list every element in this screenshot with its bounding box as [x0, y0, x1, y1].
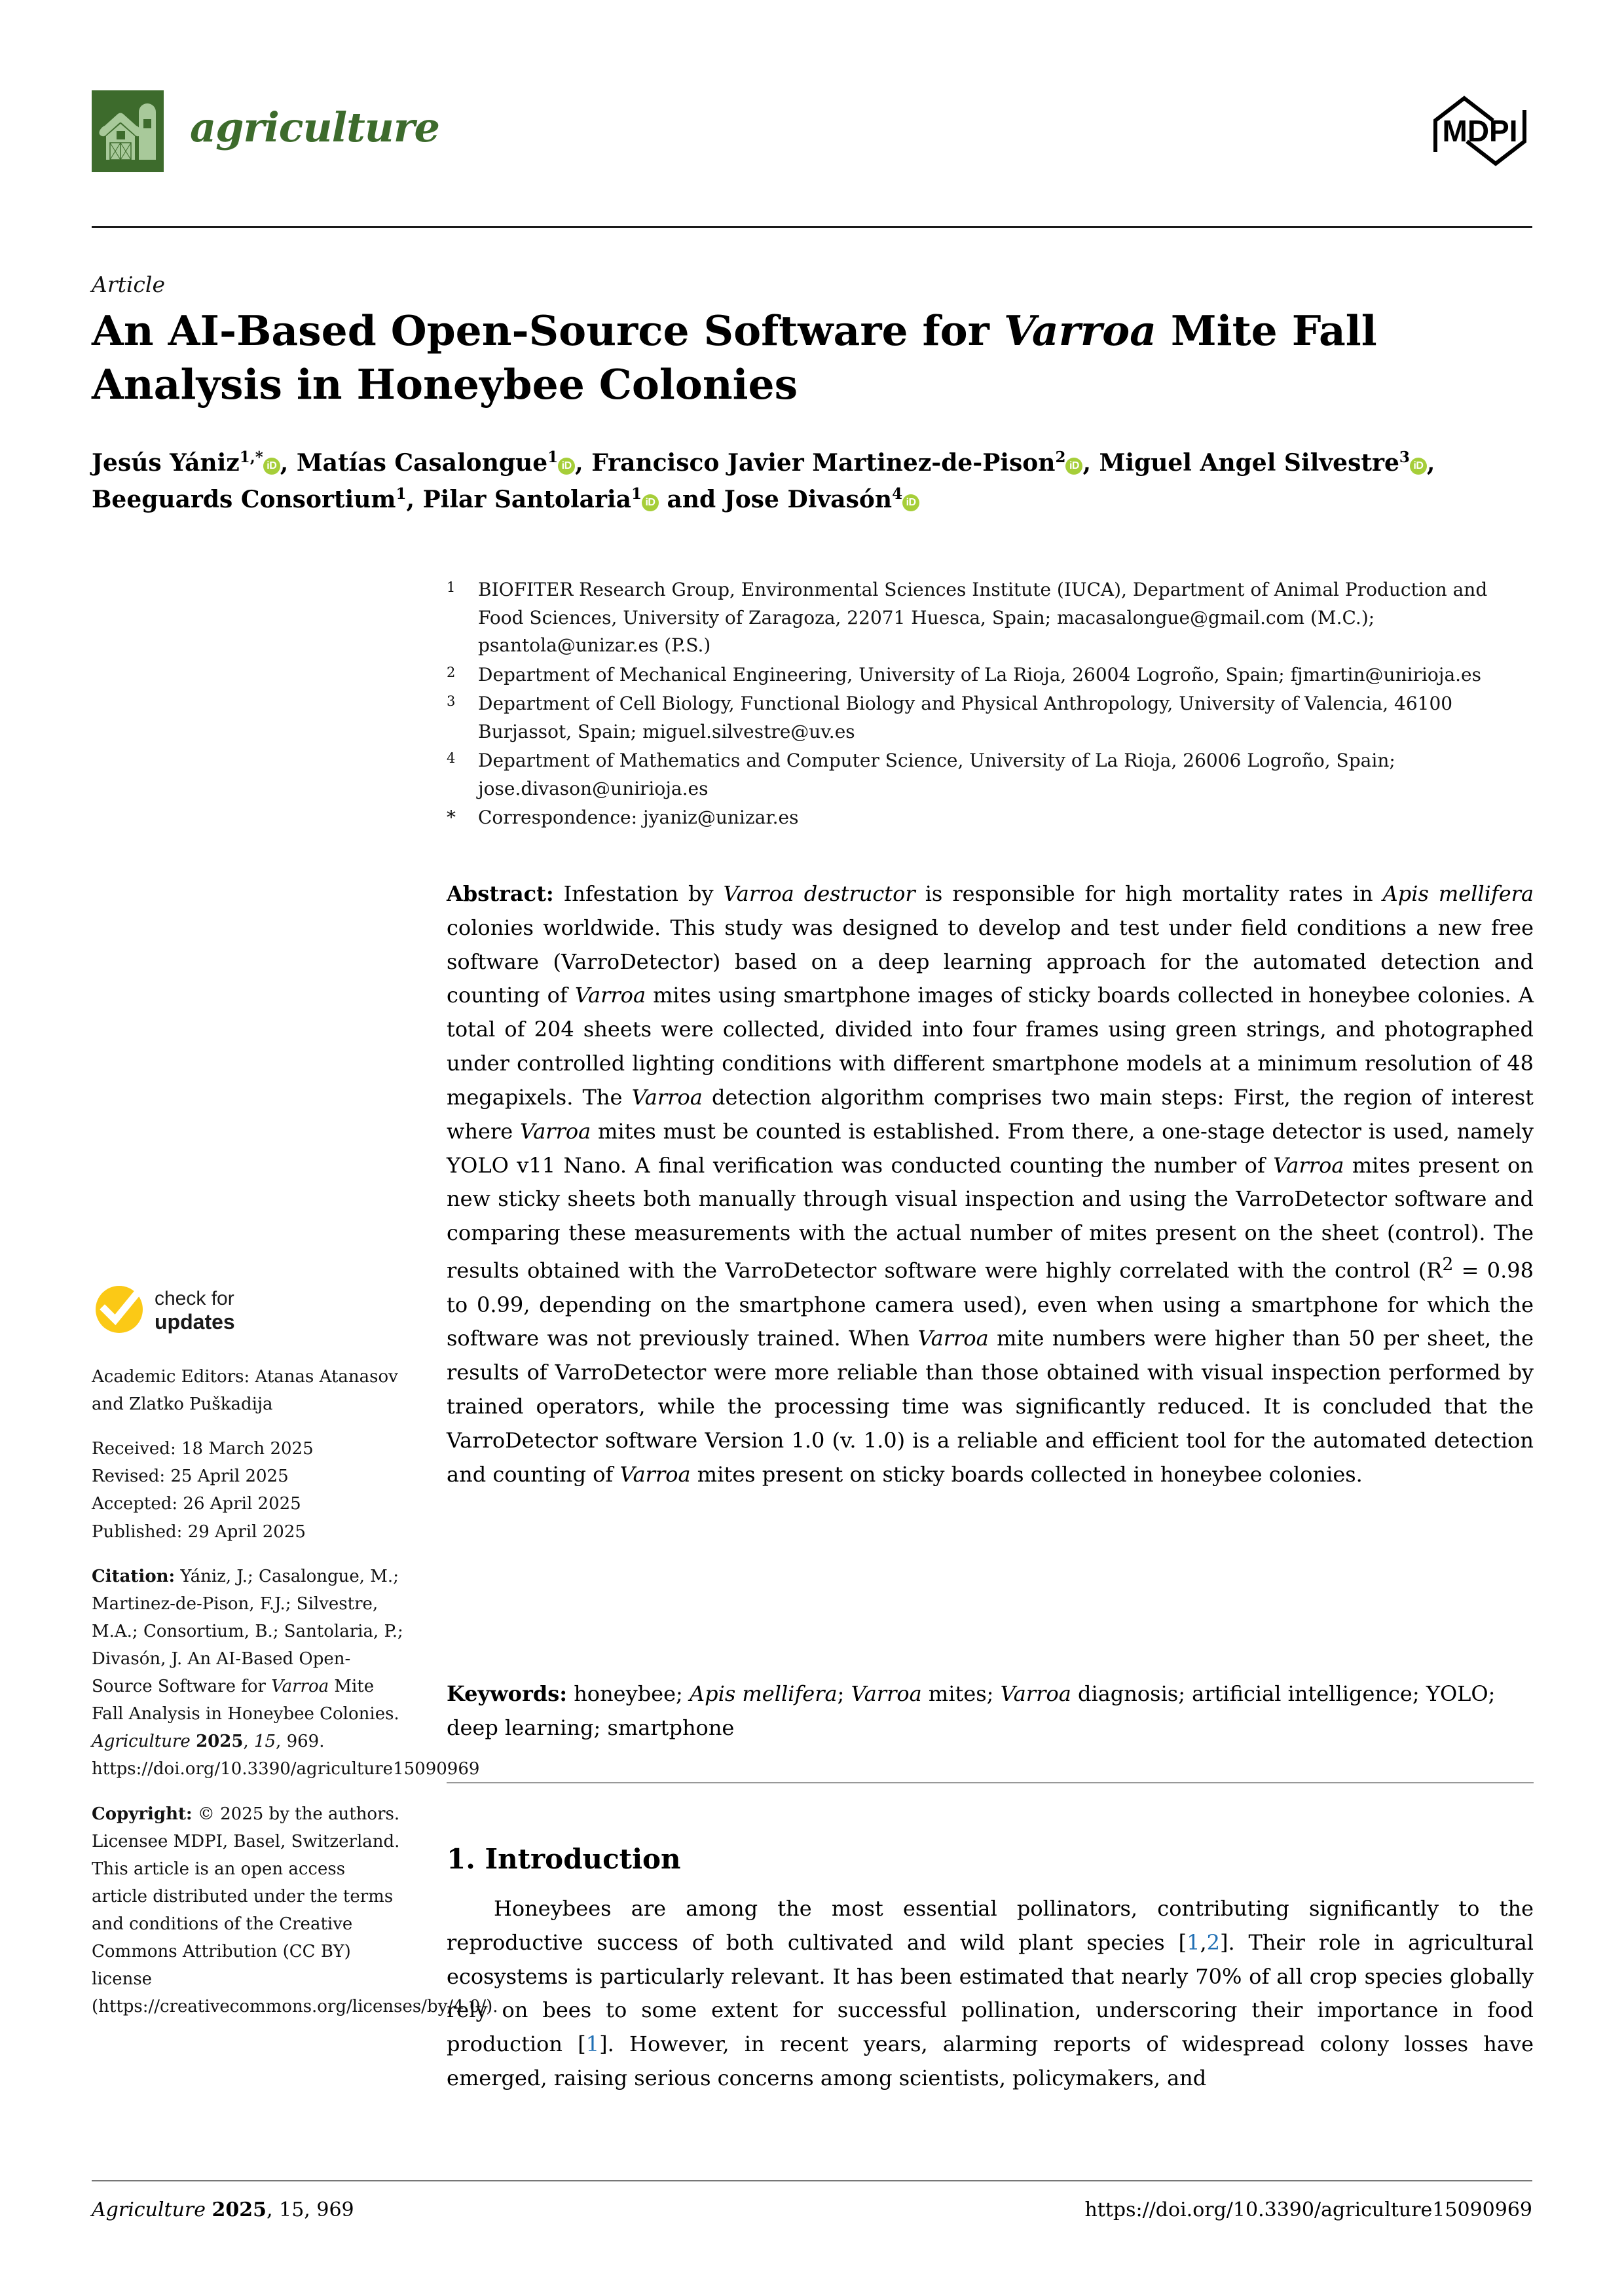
citation-ref-1[interactable]: 1: [1187, 1929, 1200, 1955]
academic-editors: Academic Editors: Atanas Atanasov and Zlatko Puškadija: [92, 1367, 398, 1415]
affiliation-item: [447, 661, 1534, 689]
citation-year: 2025: [196, 1732, 244, 1752]
abstract-text-9: mite numbers were higher than 50 per sheet, the results of VarroDetector were more reliable than those obtained with visual inspection performed by trained operators, while the processing time was significantly reduced. It is concluded that the VarroDetector software Version 1.0 (v. 1.0) is a reliable and efficient tool for the automated detection and counting of: [447, 1326, 1534, 1487]
author-name: Jesús Yániz: [92, 449, 240, 477]
keyword-text-1: honeybee;: [567, 1681, 690, 1706]
abstract-text-4: mites using smartphone images of sticky boards collected in honeybee colonies. A total of 204 sheets were collected, divided into four frames using green strings, and photographed under controlled lighting conditions with different smartphone models at a minimum resolution of 48 megapixels. The: [447, 983, 1534, 1110]
abstract-italic-2: Apis mellifera: [1382, 881, 1534, 906]
author-affil-sup: 1: [631, 484, 642, 503]
abstract-italic-7: Varroa: [917, 1326, 989, 1351]
author-sep: and: [658, 485, 724, 513]
keyword-text-4: diagnosis; artificial intelligence; YOLO; deep learning; smartphone: [447, 1681, 1496, 1740]
check-for-updates-line2: updates: [155, 1310, 235, 1334]
check-for-updates-text: [155, 1287, 235, 1335]
mdpi-wordmark: MDPI: [1442, 114, 1518, 148]
author-item[interactable]: [724, 486, 919, 513]
barn-silo-svg: [92, 90, 164, 172]
abstract-text-6: mites must be counted is established. From there, a one-stage detector is used, namely YOLO v11 Nano. A final verification was conducted counting the number of: [447, 1118, 1534, 1178]
barn-silo-icon: [92, 90, 164, 172]
citation-italic-journal: Agriculture: [92, 1732, 191, 1752]
author-affil-sup: 1: [547, 448, 559, 466]
abstract-text-10: mites present on sticky boards collected in honeybee colonies.: [690, 1461, 1363, 1487]
author-name: Miguel Angel Silvestre: [1099, 449, 1399, 477]
author-name: Jose Divasón: [724, 485, 893, 513]
copyright-block: [92, 1800, 498, 2021]
copyright-text: © 2025 by the authors. Licensee MDPI, Basel, Switzerland. This article is an open access article distributed under the terms and conditions of the Creative Commons Attribution (CC BY) license (https://creativecommons.org/licenses/by/4.0/).: [92, 1804, 498, 2017]
copyright-label: Copyright:: [92, 1804, 193, 1824]
orcid-icon[interactable]: iD: [1065, 458, 1082, 475]
check-for-updates-icon: [93, 1283, 145, 1336]
affiliation-number: 3: [447, 693, 456, 710]
affiliation-text: BIOFITER Research Group, Environmental Sciences Institute (IUCA), Department of Animal Production and Food Sciences, University of Zaragoza, 22071 Huesca, Spain; macasalongue@gmail.com (M.C.); psantola@unizar.es (P.S.): [478, 579, 1488, 657]
citation-label: Citation:: [92, 1566, 175, 1586]
abstract-italic-4: Varroa: [631, 1084, 703, 1110]
keyword-text-3: mites;: [921, 1681, 1001, 1706]
author-item[interactable]: [1099, 449, 1427, 477]
intro-text-sep: ,: [1200, 1929, 1207, 1955]
keyword-italic-1: Apis mellifera: [690, 1681, 838, 1706]
affiliation-item: [447, 747, 1534, 803]
abstract-italic-8: Varroa: [619, 1461, 691, 1487]
author-item[interactable]: [92, 486, 407, 513]
abstract-label: Abstract:: [447, 881, 554, 906]
title-part-2: Mite Fall: [1156, 306, 1377, 355]
page-header: [92, 85, 1532, 170]
introduction-paragraph: [447, 1892, 1534, 2096]
author-affil-sup: 1: [396, 484, 407, 503]
abstract-text-5: detection algorithm comprises two main steps: First, the region of interest where: [447, 1084, 1534, 1144]
check-for-updates-badge[interactable]: [92, 1283, 406, 1346]
footer-citation: [92, 2198, 354, 2221]
author-affil-sup: 4: [892, 484, 903, 503]
footer-year: 2025: [212, 2198, 267, 2221]
article-type-label: Article: [92, 272, 165, 297]
intro-text-2: ]. Their role in agricultural ecosystems is particularly relevant. It has been estimated that nearly 70% of all crop species globally rely on bees to some extent for successful pollination, underscoring their importance in food production [: [447, 1929, 1534, 2057]
intro-text-1: Honeybees are among the most essential pollinators, contributing significantly to the reproductive success of both cultivated and wild plant species [: [447, 1896, 1534, 1955]
footer-doi-link[interactable]: https://doi.org/10.3390/agriculture15090969: [1084, 2198, 1532, 2221]
author-item[interactable]: [297, 449, 575, 477]
abstract-italic-1: Varroa destructor: [723, 881, 915, 906]
citation-doi[interactable]: , 969. https://doi.org/10.3390/agriculture15090969: [92, 1732, 480, 1779]
affiliation-text: Department of Mechanical Engineering, University of La Rioja, 26004 Logroño, Spain; fjmartin@unirioja.es: [478, 663, 1481, 685]
author-name: Francisco Javier Martinez-de-Pison: [591, 449, 1056, 477]
author-sep: ,: [280, 449, 297, 477]
affiliation-text: Department of Cell Biology, Functional Biology and Physical Anthropology, University of Valencia, 46100 Burjassot, Spain; miguel.silvestre@uv.es: [478, 693, 1453, 742]
abstract-text-1: Infestation by: [553, 881, 724, 906]
keyword-italic-3: Varroa: [1000, 1681, 1071, 1706]
orcid-icon[interactable]: iD: [902, 494, 919, 511]
date-received: Received: 18 March 2025: [92, 1439, 314, 1459]
footer-volume-page: , 15, 969: [267, 2198, 354, 2221]
section-divider: [447, 1782, 1534, 1783]
keywords-label: Keywords:: [447, 1681, 568, 1706]
publication-dates: [92, 1435, 406, 1545]
author-list: [92, 445, 1532, 519]
orcid-icon[interactable]: iD: [642, 494, 659, 511]
citation-text-1: Yániz, J.; Casalongue, M.; Martinez-de-Pison, F.J.; Silvestre, M.A.; Consortium, B.; Santolaria, P.; Divasón, J. An AI-Based Open-Source Software for: [92, 1566, 403, 1697]
footer-journal-name: Agriculture: [92, 2198, 206, 2221]
author-affil-sup: 3: [1399, 448, 1410, 466]
citation-space: [191, 1732, 196, 1751]
page-title: [92, 304, 1441, 412]
citation-ref-3[interactable]: 1: [585, 2032, 600, 2057]
author-affil-sup: 1,*: [239, 448, 263, 466]
author-name: Matías Casalongue: [296, 449, 548, 477]
author-item[interactable]: [591, 449, 1082, 477]
citation-italic-varroa: Varroa: [271, 1677, 329, 1697]
author-sep: ,: [1082, 449, 1099, 477]
affiliation-list: [447, 576, 1534, 833]
check-for-updates-line1: check for: [155, 1288, 234, 1309]
author-item[interactable]: [92, 449, 280, 477]
orcid-icon[interactable]: iD: [263, 458, 280, 475]
affiliation-item-correspondence: [447, 804, 1534, 832]
abstract-italic-3: Varroa: [574, 983, 646, 1008]
author-name: Beeguards Consortium: [92, 485, 396, 513]
orcid-icon[interactable]: iD: [558, 458, 575, 475]
date-revised: Revised: 25 April 2025: [92, 1467, 289, 1487]
section-heading-introduction: 1. Introduction: [447, 1843, 681, 1875]
abstract-text-2: is responsible for high mortality rates in: [915, 881, 1383, 906]
keywords-section: [447, 1677, 1534, 1745]
citation-text-2: Mite Fall Analysis in Honeybee Colonies.: [92, 1677, 399, 1724]
citation-volume: 15: [253, 1732, 276, 1752]
date-published: Published: 29 April 2025: [92, 1522, 306, 1542]
author-affil-sup: 2: [1055, 448, 1066, 466]
citation-ref-2[interactable]: 2: [1206, 1929, 1220, 1955]
title-italic-varroa: Varroa: [1003, 306, 1156, 355]
affiliation-number: 2: [447, 664, 456, 680]
intro-text-3: ]. However, in recent years, alarming reports of widespread colony losses have emerged, raising serious concerns among scientists, policymakers, and: [447, 2032, 1534, 2091]
orcid-icon[interactable]: iD: [1410, 458, 1427, 475]
affiliation-number: 1: [447, 579, 456, 595]
abstract-italic-5: Varroa: [520, 1118, 591, 1144]
author-sep: ,: [1426, 449, 1435, 477]
affiliation-number: *: [447, 807, 456, 829]
journal-logo: [92, 90, 164, 172]
abstract-superscript: 2: [1442, 1254, 1454, 1275]
author-name: Pilar Santolaria: [422, 485, 631, 513]
citation-block: [92, 1563, 480, 1783]
affiliation-number: 4: [447, 750, 456, 767]
mdpi-logo-svg: [1428, 92, 1532, 170]
correspondence-text: Correspondence: jyaniz@unizar.es: [478, 807, 799, 829]
footer-divider: [92, 2180, 1532, 2181]
title-part-1: An AI-Based Open-Source Software for: [92, 306, 1004, 355]
mdpi-logo-icon: [1428, 92, 1532, 170]
date-accepted: Accepted: 26 April 2025: [92, 1494, 301, 1514]
keyword-italic-2: Varroa: [851, 1681, 922, 1706]
abstract-italic-6: Varroa: [1273, 1152, 1344, 1178]
affiliation-text: Department of Mathematics and Computer Science, University of La Rioja, 26006 Logroño, Spain; jose.divason@unirioja.es: [478, 750, 1395, 799]
author-sep: ,: [575, 449, 592, 477]
abstract-text-8: = 0.98 to 0.99, depending on the smartphone camera used), even when using a smartphone for which the software was not previously trained. When: [447, 1258, 1534, 1351]
checkmark-circle-svg: [93, 1283, 145, 1336]
title-line-2: Analysis in Honeybee Colonies: [92, 359, 798, 409]
affiliation-item: [447, 690, 1534, 746]
sidebar-metadata: [92, 1283, 498, 2037]
header-divider: [92, 226, 1532, 228]
keyword-text-2: ;: [837, 1681, 851, 1706]
journal-title: agriculture: [190, 103, 439, 151]
abstract-text-7: mites present on new sticky sheets both manually through visual inspection and using the VarroDetector software and comparing these measurements with the actual number of mites present on the sheet (control). The results obtained with the VarroDetector software were highly correlated with the control (R: [447, 1152, 1534, 1283]
affiliation-item: [447, 576, 1534, 660]
abstract-text-3: colonies worldwide. This study was designed to develop and test under field conditions a new free software (VarroDetector) based on a deep learning approach for the automated detection and counting of: [447, 915, 1534, 1008]
author-sep: ,: [406, 485, 423, 513]
citation-comma: ,: [243, 1732, 254, 1752]
author-item[interactable]: [423, 486, 659, 513]
abstract-section: [447, 877, 1534, 1492]
